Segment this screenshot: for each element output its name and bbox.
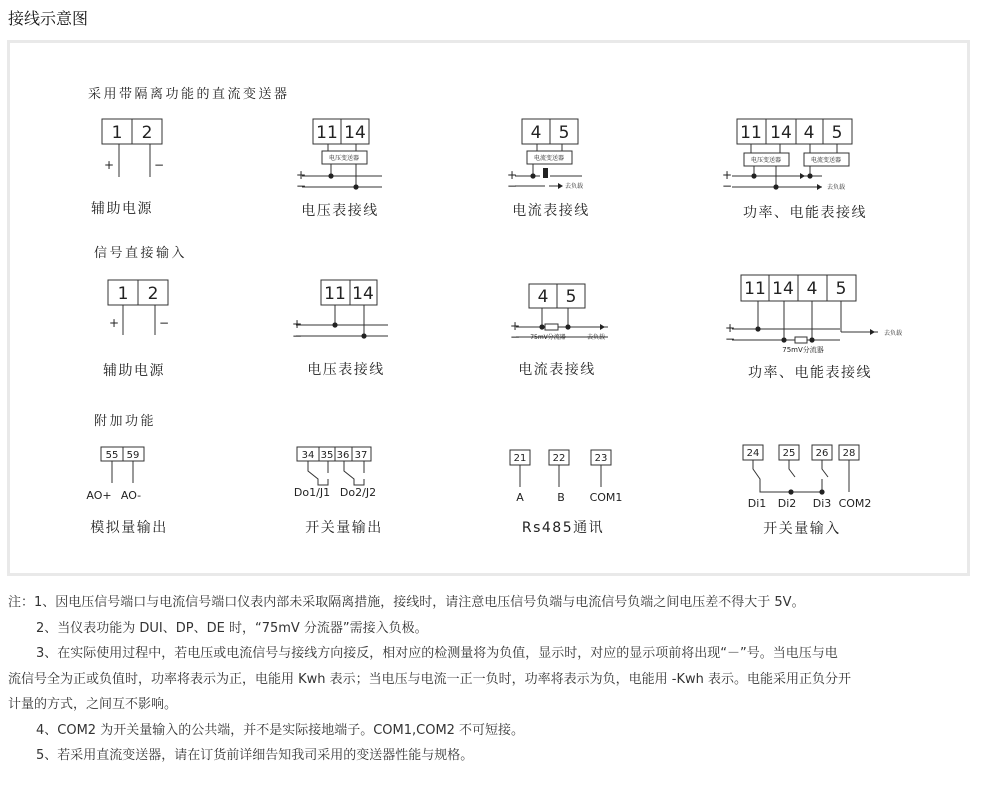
terminal-4: 4 <box>806 279 818 299</box>
note-1: 注：1、因电压信号端口与电流信号端口仪表内部未采取隔离措施，接线时，请注意电压信号负端与电流信号负端之间电压差不得大于 5V。 <box>8 595 805 610</box>
voltage-transmitter-label: 电压变送器 <box>328 155 360 162</box>
terminal-14: 14 <box>770 123 792 143</box>
caption-analog-output: 模拟量输出 <box>90 520 168 536</box>
label-do1: Do1/J1 <box>293 486 331 499</box>
terminal-4: 4 <box>803 123 815 143</box>
terminal-22: 22 <box>552 453 566 464</box>
terminal-1: 1 <box>117 284 129 304</box>
caption-voltmeter-wiring: 电压表接线 <box>307 362 385 378</box>
terminal-36: 36 <box>336 450 350 461</box>
wiring-diagram <box>10 43 967 573</box>
terminal-21: 21 <box>513 453 527 464</box>
plus-sign: + <box>292 317 303 331</box>
caption-aux-power: 辅助电源 <box>103 363 165 379</box>
note-5: 5、若采用直流变送器，请在订货前详细告知我司采用的变送器性能与规格。 <box>36 748 474 763</box>
plus-sign: + <box>722 168 733 182</box>
terminal-23: 23 <box>594 453 608 464</box>
caption-switch-input: 开关量输入 <box>763 521 841 537</box>
terminal-25: 25 <box>782 448 796 459</box>
terminal-28: 28 <box>842 448 856 459</box>
minus-sign: − <box>507 179 518 193</box>
terminal-14: 14 <box>352 284 374 304</box>
caption-switch-output: 开关量输出 <box>305 520 383 536</box>
caption-rs485: Rs485通讯 <box>521 520 605 536</box>
terminal-59: 59 <box>126 450 140 461</box>
terminal-34: 34 <box>301 450 315 461</box>
note-3-cont: 流信号全为正或负值时，功率将表示为正，电能用 Kwh 表示；当电压与电流一正一负时，功率将表示为负，电能用 -Kwh 表示。电能采用正负分开 <box>8 671 852 687</box>
note-4: 4、COM2 为开关量输入的公共端，并不是实际接地端子。COM1,COM2 不可短接。 <box>36 722 525 738</box>
wiring-diagram-frame <box>7 40 970 576</box>
section-extra: 附加功能 <box>94 414 157 429</box>
terminal-11: 11 <box>324 284 346 304</box>
note-3: 3、在实际使用过程中，若电压或电流信号与接线方向接反，相对应的检测量将为负值，显示时，对应的显示项前将出现“－”号。当电压与电 <box>36 646 838 661</box>
terminal-11: 11 <box>744 279 766 299</box>
label-ao-minus: AO- <box>120 489 142 502</box>
page-title: 接线示意图 <box>8 9 89 28</box>
label-di1: Di1 <box>747 497 767 510</box>
shunt-label: 75mV分流器 <box>530 334 566 341</box>
label-ao-plus: AO+ <box>86 489 112 502</box>
note-3-end: 计量的方式，之间互不影响。 <box>8 697 178 712</box>
voltage-transmitter-label: 电压变送器 <box>750 157 782 164</box>
current-transmitter-label: 电流变送器 <box>810 157 842 164</box>
plus-sign: + <box>296 168 307 182</box>
section-dc-transmitter: 采用带隔离功能的直流变送器 <box>88 87 290 102</box>
to-load-label: 去负载 <box>883 330 903 337</box>
minus-sign: − <box>510 330 521 344</box>
to-load-label: 去负载 <box>586 334 606 341</box>
notes-section <box>8 590 978 769</box>
terminal-14: 14 <box>772 279 794 299</box>
label-di3: Di3 <box>812 497 832 510</box>
terminal-4: 4 <box>530 123 542 143</box>
plus-sign: + <box>507 168 518 182</box>
terminal-5: 5 <box>558 123 570 143</box>
terminal-11: 11 <box>740 123 762 143</box>
terminal-24: 24 <box>746 448 760 459</box>
terminal-4: 4 <box>537 287 549 307</box>
terminal-2: 2 <box>147 284 159 304</box>
label-com1: COM1 <box>589 491 623 504</box>
plus-sign: + <box>725 321 736 335</box>
terminal-5: 5 <box>565 287 577 307</box>
caption-voltmeter-wiring: 电压表接线 <box>301 203 379 219</box>
terminal-5: 5 <box>831 123 843 143</box>
terminal-5: 5 <box>835 279 847 299</box>
terminal-26: 26 <box>815 448 829 459</box>
label-do2: Do2/J2 <box>339 486 377 499</box>
minus-sign: − <box>722 179 733 193</box>
minus-sign: − <box>159 316 170 330</box>
minus-sign: − <box>725 332 736 346</box>
terminal-1: 1 <box>111 123 123 143</box>
caption-power-meter-wiring: 功率、电能表接线 <box>748 365 872 381</box>
terminal-14: 14 <box>344 123 366 143</box>
section-direct-input: 信号直接输入 <box>94 246 188 261</box>
current-transmitter-label: 电流变送器 <box>533 155 565 162</box>
note-2: 2、当仪表功能为 DUI、DP、DE 时，“75mV 分流器”需接入负极。 <box>36 620 428 636</box>
to-load-label: 去负载 <box>564 183 584 190</box>
label-a: A <box>516 491 524 504</box>
terminal-55: 55 <box>105 450 119 461</box>
caption-aux-power: 辅助电源 <box>91 201 153 217</box>
terminal-11: 11 <box>316 123 338 143</box>
label-com2: COM2 <box>838 497 872 510</box>
label-di2: Di2 <box>777 497 797 510</box>
minus-sign: − <box>292 329 303 343</box>
shunt-label: 75mV分流器 <box>782 346 824 354</box>
terminal-37: 37 <box>354 450 368 461</box>
minus-sign: − <box>296 179 307 193</box>
label-b: B <box>557 491 565 504</box>
caption-ammeter-wiring: 电流表接线 <box>512 203 590 219</box>
terminal-2: 2 <box>141 123 153 143</box>
terminal-35: 35 <box>320 450 334 461</box>
plus-sign: + <box>109 316 120 330</box>
caption-ammeter-wiring: 电流表接线 <box>518 362 596 378</box>
plus-sign: + <box>104 158 115 172</box>
minus-sign: − <box>154 158 165 172</box>
to-load-label: 去负载 <box>826 184 846 191</box>
plus-sign: + <box>510 319 521 333</box>
caption-power-meter-wiring: 功率、电能表接线 <box>743 205 867 221</box>
